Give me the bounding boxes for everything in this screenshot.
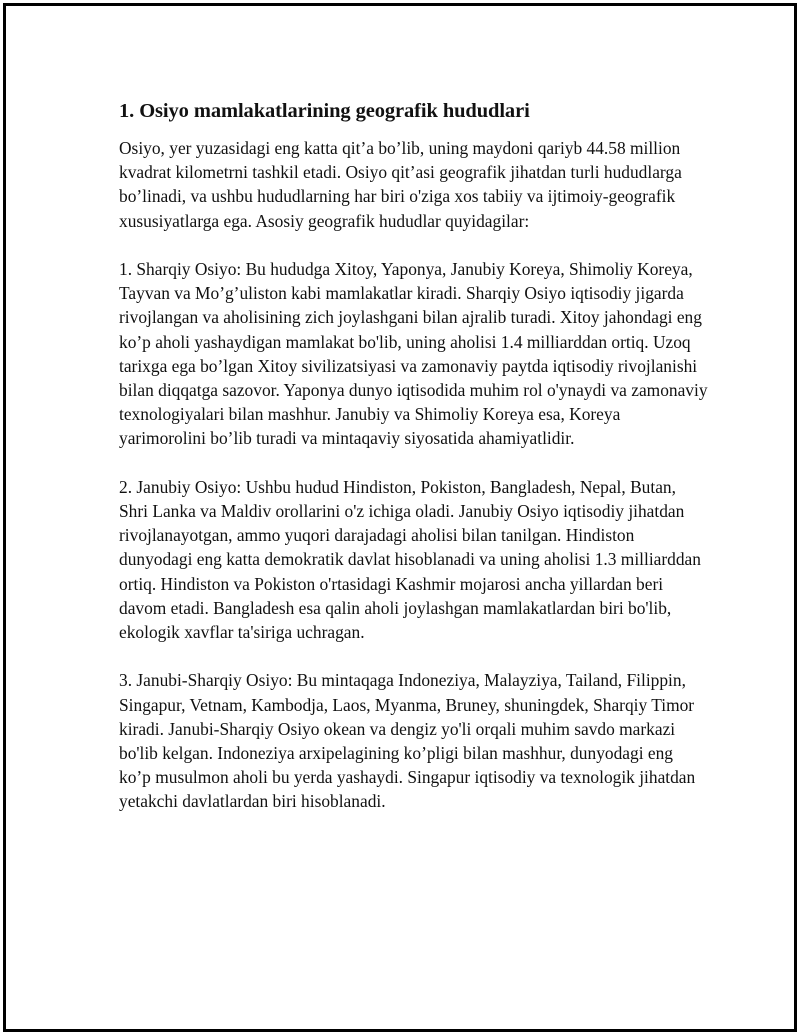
south-asia-paragraph: 2. Janubiy Osiyo: Ushbu hudud Hindiston, Pokiston, Bangladesh, Nepal, Butan, Shri Lanka va Maldiv orollarini o'z ichiga oladi. Janubiy Osiyo iqtisodiy jihatdan rivojlanayotgan, ammo yuqori darajadagi aholisi bilan tanilgan. Hindiston dunyodagi eng katta demokratik davlat hisoblanadi va uning aholisi 1.3 milliarddan ortiq. Hindiston va Pokiston o'rtasidagi Kashmir mojarosi ancha yillardan beri davom etadi. Bangladesh esa qalin aholi joylashgan mamlakatlardan biri bo'lib, ekologik xavflar ta'siriga uchragan. <box>119 476 701 643</box>
east-asia-paragraph: 1. Sharqiy Osiyo: Bu hududga Xitoy, Yaponya, Janubiy Koreya, Shimoliy Koreya, Tayvan va Mo’g’uliston kabi mamlakatlar kiradi. Sharqiy Osiyo iqtisodiy jigarda rivojlangan va aholisining zich joylashgani bilan ajralib turadi. Xitoy jahondagi eng ko’p aholi yashaydigan mamlakat bo'lib, uning aholisi 1.4 milliarddan ortiq. Uzoq tarixga ega bo’lgan Xitoy sivilizatsiyasi va zamonaviy paytda iqtisodiy rivojlanishi bilan diqqatga sazovor. Yaponya dunyo iqtisodida muhim rol o'ynaydi va zamonaviy texnologiyalari bilan mashhur. Janubiy va Shimoliy Koreya esa, Koreya yarimorolini bo’lib turadi va mintaqaviy siyosatida ahamiyatlidir. <box>119 259 708 449</box>
document-body <box>119 98 709 838</box>
intro-paragraph: Osiyo, yer yuzasidagi eng katta qit’a bo’lib, uning maydoni qariyb 44.58 million kvadrat kilometrni tashkil etadi. Osiyo qit’asi geografik jihatdan turli hududlarga bo’linadi, va ushbu hududlarning har biri o'ziga xos tabiiy va ijtimoiy-geografik xususiyatlarga ega. Asosiy geografik hududlar quyidagilar: <box>119 138 682 231</box>
southeast-asia-paragraph: 3. Janubi-Sharqiy Osiyo: Bu mintaqaga Indoneziya, Malayziya, Tailand, Filippin, Singapur, Vetnam, Kambodja, Laos, Myanma, Bruney, shuningdek, Sharqiy Timor kiradi. Janubi-Sharqiy Osiyo okean va dengiz yo'li orqali muhim savdo markazi bo'lib kelgan. Indoneziya arxipelagining ko’pligi bilan mashhur, dunyodagi eng ko’p musulmon aholi bu yerda yashaydi. Singapur iqtisodiy va texnologik jihatdan yetakchi davlatlardan biri hisoblanadi. <box>119 670 696 812</box>
document-title: 1. Osiyo mamlakatlarining geografik hududlari <box>119 100 530 122</box>
page-frame <box>3 3 797 1032</box>
